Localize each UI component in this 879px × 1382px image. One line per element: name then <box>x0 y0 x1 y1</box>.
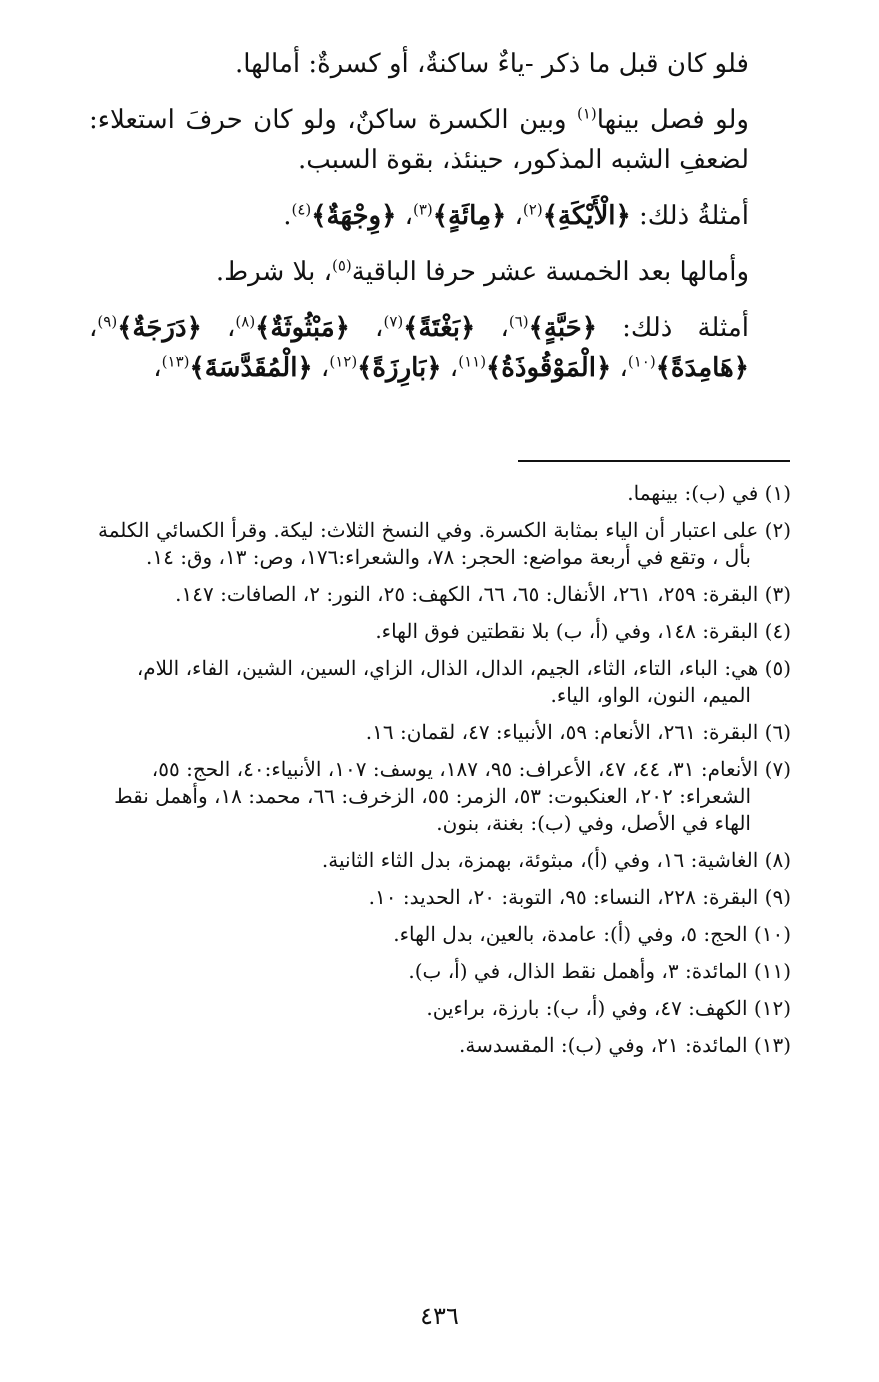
footnote-ref: (١١) <box>458 352 487 371</box>
paragraph-2-start: ولو فصل بينها <box>596 105 749 135</box>
separator: ، <box>201 313 236 343</box>
paragraph-3-end: ، بلا شرط. <box>215 257 332 287</box>
separator: ، <box>396 201 413 231</box>
separator: ، <box>153 353 162 383</box>
footnote-ref: (٤) <box>291 200 312 219</box>
footnote-12: (١٢) الكهف: ٤٧، وفي (أ، ب): بارزة، براءين. <box>426 996 791 1020</box>
separator: ، <box>441 353 459 383</box>
paragraph-2 <box>89 100 799 180</box>
paragraph-1 <box>89 44 799 84</box>
footnote-ref: (٦) <box>508 312 529 331</box>
footnote-ref: (١٠) <box>627 352 656 371</box>
footnote-10: (١٠) الحج: ٥، وفي (أ): عامدة، بالعين، بدل الهاء. <box>393 922 791 946</box>
footnote-ref: (٣) <box>412 200 433 219</box>
separator: ، <box>506 201 523 231</box>
footnote-ref-1: (١) <box>576 104 597 123</box>
separator: ، <box>89 313 98 343</box>
footnote-4: (٤) البقرة: ١٤٨، وفي (أ، ب) بلا نقطتين فوق الهاء. <box>375 619 791 643</box>
footnote-6: (٦) البقرة: ٢٦١، الأنعام: ٥٩، الأنبياء: ٤٧، لقمان: ١٦. <box>365 720 791 744</box>
quran-word: ﴿دَرَجَةٌ﴾ <box>117 313 202 343</box>
footnote-ref: (٩) <box>97 312 118 331</box>
quran-word: ﴿حَبَّةٍ﴾ <box>528 313 597 343</box>
footnote-ref: (٧) <box>383 312 404 331</box>
examples-1 <box>89 196 799 236</box>
examples-2-lead: أمثلة ذلك: <box>596 313 750 343</box>
examples-1-lead: أمثلةُ ذلك: <box>630 201 749 231</box>
footnote-ref: (٢) <box>522 200 543 219</box>
footnote-3: (٣) البقرة: ٢٥٩، ٢٦١، الأنفال: ٦٥، ٦٦، الكهف: ٢٥، النور: ٢، الصافات: ١٤٧. <box>175 582 791 606</box>
quran-word: ﴿الْأَيْكَةِ﴾ <box>542 201 631 231</box>
footnote-ref: (١٣) <box>161 352 190 371</box>
footnote-ref: (٨) <box>235 312 256 331</box>
quran-word: ﴿مِائَةٍ﴾ <box>432 201 507 231</box>
quran-word: ﴿بَغْتَةً﴾ <box>403 313 476 343</box>
page-number: ٤٣٦ <box>420 1302 459 1330</box>
examples-2 <box>89 308 799 388</box>
quran-word: ﴿بَارِزَةً﴾ <box>357 353 442 383</box>
quran-word: ﴿الْمُقَدَّسَةَ﴾ <box>189 353 313 383</box>
paragraph-3 <box>89 252 799 292</box>
paragraph-2-end: وبين الكسرة ساكنٌ، ولو كان حرفَ استعلاء: لضعفِ الشبه المذكور، حينئذ، بقوة السبب. <box>89 105 749 175</box>
footnote-ref: (١٢) <box>329 352 358 371</box>
separator: ، <box>475 313 509 343</box>
main-text <box>89 44 799 392</box>
footnote-1: (١) في (ب): بينهما. <box>627 481 791 505</box>
paragraph-1-text: فلو كان قبل ما ذكر -ياءٌ ساكنةٌ، أو كسرةٌ: أمالها. <box>234 49 749 79</box>
footnote-ref-5: (٥) <box>331 256 352 275</box>
quran-word: ﴿مَبْثُوثَةٌ﴾ <box>255 313 350 343</box>
separator: . <box>283 201 292 231</box>
separator: ، <box>611 353 628 383</box>
footnote-8: (٨) الغاشية: ١٦، وفي (أ)، مبثوئة، بهمزة، بدل الثاء الثانية. <box>321 848 791 872</box>
separator: ، <box>312 353 330 383</box>
footnote-5: (٥) هي: الباء، التاء، الثاء، الجيم، الدال، الذال، الزاي، السين، الشين، الفاء، اللام، الميم، النون، الواو، الياء. <box>136 656 791 707</box>
footnote-13: (١٣) المائدة: ٢١، وفي (ب): المقسدسة. <box>459 1033 791 1057</box>
paragraph-3-start: وأمالها بعد الخمسة عشر حرفا الباقية <box>351 257 749 287</box>
footnote-2: (٢) على اعتبار أن الياء بمثابة الكسرة. وفي النسخ الثلاث: ليكة. وقرأ الكسائي الكلمة بأل ، وتقع في أربعة مواضع: الحجر: ٧٨، والشعراء:١٧٦، وص: ١٣، وق: ١٤. <box>98 518 791 569</box>
quran-word: ﴿وِجْهَةٌ﴾ <box>311 201 397 231</box>
footnote-separator <box>518 460 790 462</box>
quran-word: ﴿الْمَوْقُوذَةُ﴾ <box>486 353 612 383</box>
separator: ، <box>349 313 384 343</box>
footnote-9: (٩) البقرة: ٢٢٨، النساء: ٩٥، التوبة: ٢٠، الحديد: ١٠. <box>368 885 791 909</box>
footnotes <box>86 480 791 1069</box>
footnote-11: (١١) المائدة: ٣، وأهمل نقط الذال، في (أ، ب). <box>408 959 791 983</box>
footnote-7: (٧) الأنعام: ٣١، ٤٤، ٤٧، الأعراف: ٩٥، ١٨٧، يوسف: ١٠٧، الأنبياء:٤٠، الحج: ٥٥، الشعراء: ٢٠٢، العنكبوت: ٥٣، الزمر: ٥٥، الزخرف: ٦٦، محمد: ١٨، وأهمل نقط الهاء في الأصل، وفي (ب): بغنة، بنون. <box>114 757 791 835</box>
quran-word: ﴿هَامِدَةً﴾ <box>655 353 749 383</box>
